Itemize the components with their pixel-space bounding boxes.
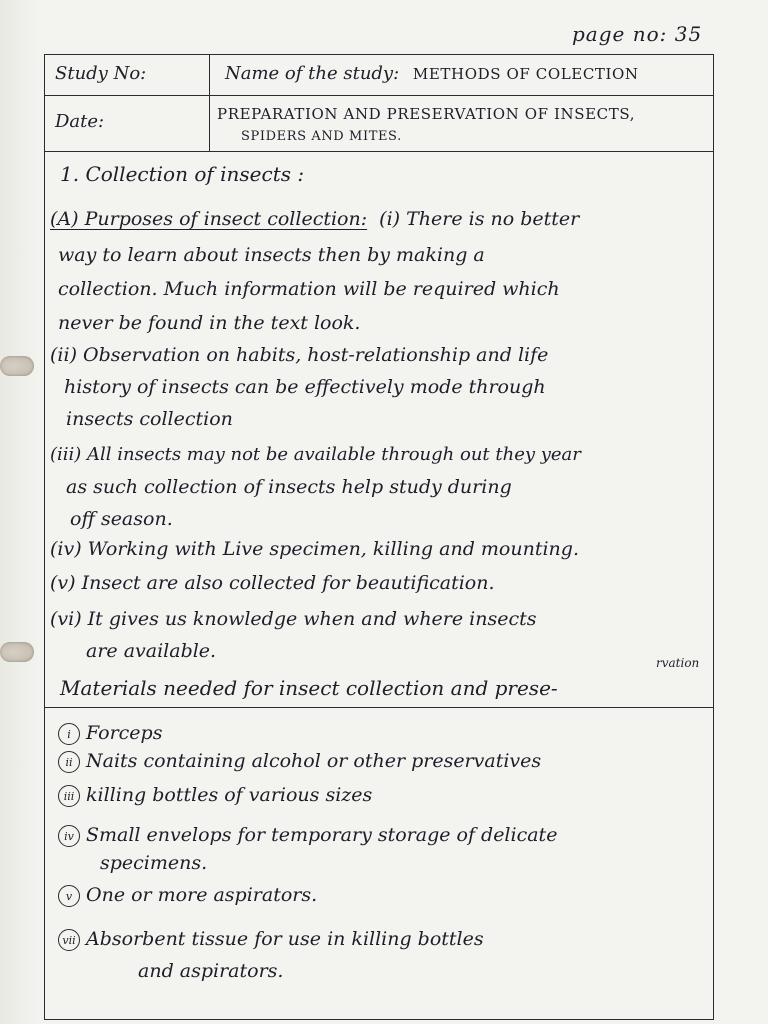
item-number: iii <box>58 785 80 807</box>
materials-heading <box>60 656 700 700</box>
date-label: Date: <box>55 111 105 132</box>
item-number: ii <box>58 751 80 773</box>
purpose-line-3: collection. Much information will be required which <box>58 278 560 300</box>
material-text: and aspirators. <box>138 960 284 982</box>
purpose-line-2: way to learn about insects then by making a <box>58 244 485 266</box>
item-number: iv <box>58 825 80 847</box>
study-no-label: Study No: <box>55 63 147 84</box>
list-item: (iii) All insects may not be available through out they year <box>50 444 581 465</box>
purpose-line-1-rest: (i) There is no better <box>379 208 580 230</box>
list-item: history of insects can be effectively mode through <box>64 376 546 398</box>
material-item-continued <box>138 960 283 982</box>
list-item: are available. <box>86 640 217 662</box>
purpose-line-1 <box>50 208 579 230</box>
list-item: (v) Insect are also collected for beautification. <box>50 572 495 594</box>
study-name-value: METHODS OF COLECTION <box>412 65 639 83</box>
study-subtitle-line2: SPIDERS AND MITES. <box>241 129 402 144</box>
material-text: Forceps <box>86 722 163 744</box>
material-text: Small envelops for temporary storage of delicate <box>86 824 558 846</box>
material-text: specimens. <box>100 852 208 874</box>
material-item <box>58 824 557 847</box>
material-text: killing bottles of various sizes <box>86 784 373 806</box>
punch-hole-top <box>0 356 34 376</box>
materials-heading-text: Materials needed for insect collection and prese- <box>60 676 558 700</box>
list-item: (iv) Working with Live specimen, killing and mounting. <box>50 538 579 560</box>
purpose-line-4: never be found in the text look. <box>58 312 361 334</box>
study-subtitle-line1: PREPARATION AND PRESERVATION OF INSECTS, <box>217 105 636 123</box>
material-text: Absorbent tissue for use in killing bottles <box>86 928 484 950</box>
study-name-row <box>225 63 639 84</box>
materials-heading-insert: rvation <box>656 656 700 670</box>
material-item <box>58 784 372 807</box>
list-item: off season. <box>70 508 173 530</box>
materials-divider <box>45 707 713 708</box>
list-item: (vi) It gives us knowledge when and where insects <box>50 608 537 630</box>
page-edge <box>0 0 40 1024</box>
item-number: i <box>58 723 80 745</box>
material-text: One or more aspirators. <box>86 884 318 906</box>
list-item: (ii) Observation on habits, host-relationship and life <box>50 344 549 366</box>
list-item: as such collection of insects help study during <box>66 476 512 498</box>
material-text: Naits containing alcohol or other preservatives <box>86 750 542 772</box>
material-item <box>58 750 541 773</box>
purpose-label: (A) Purposes of insect collection: <box>50 208 368 230</box>
list-item: insects collection <box>66 408 233 430</box>
material-item <box>58 884 317 907</box>
notebook-sheet <box>44 54 714 1020</box>
material-item <box>58 928 484 951</box>
item-number: v <box>58 885 80 907</box>
material-item-continued <box>100 852 207 874</box>
item-number: vii <box>58 929 80 951</box>
study-name-label: Name of the study: <box>225 63 400 84</box>
punch-hole-bottom <box>0 642 34 662</box>
header-divider <box>45 95 713 96</box>
header-bottom-border <box>45 151 713 152</box>
material-item <box>58 722 162 745</box>
header-column-divider <box>209 55 210 151</box>
section-title: 1. Collection of insects : <box>60 162 305 186</box>
page-number: page no: 35 <box>572 22 703 46</box>
